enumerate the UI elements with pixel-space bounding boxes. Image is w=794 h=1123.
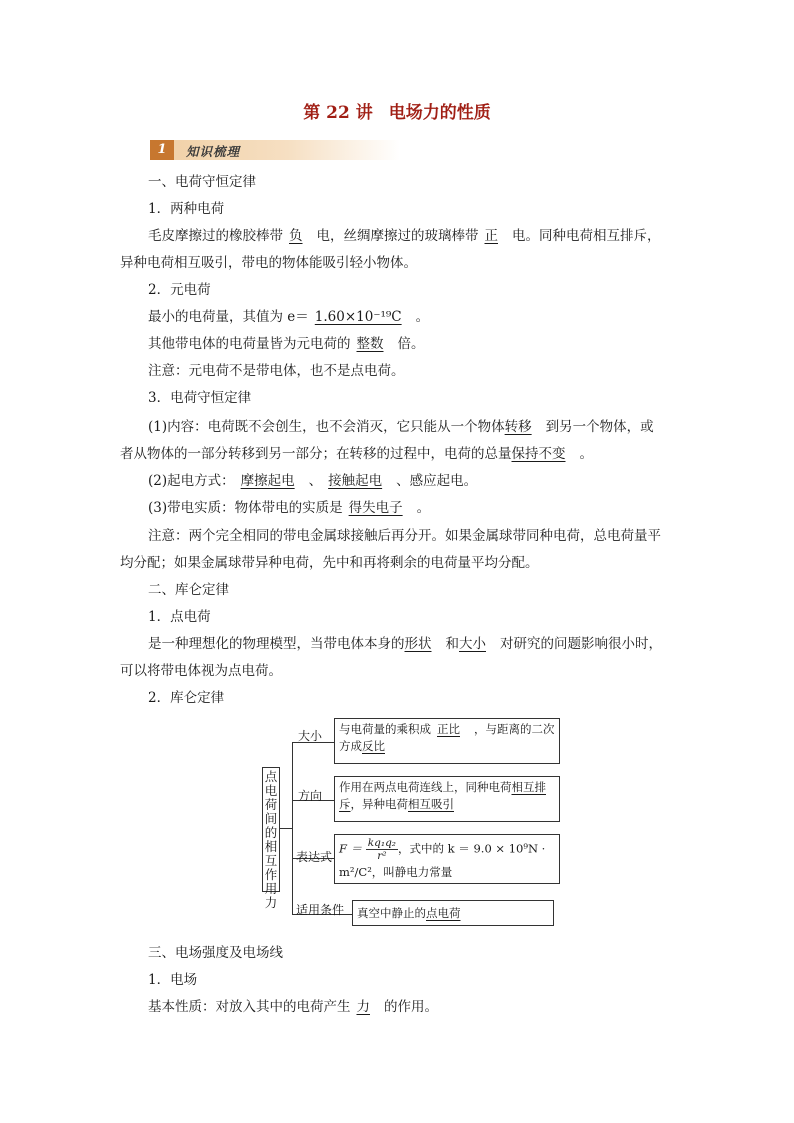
blank-positive: 正: [484, 228, 498, 244]
banner-label: 知识梳理: [186, 144, 241, 159]
blank-friction: 摩擦起电: [240, 473, 295, 489]
branch-label-direction: 方向: [298, 789, 323, 803]
section2-sub1: 1．点电荷: [148, 609, 211, 625]
section1-p1b: 异种电荷相互吸引，带电的物体能吸引轻小物体。: [120, 255, 417, 271]
banner-number: 1: [150, 140, 174, 160]
section3-sub1: 1．电场: [148, 972, 198, 988]
section1-p8: 注意：两个完全相同的带电金属球接触后再分开。如果金属球带同种电荷，总电荷量平: [148, 528, 661, 544]
section1-p2: 最小的电荷量，其值为 e＝ 1.60×10⁻¹⁹C 。: [148, 309, 430, 325]
section1-p1: 毛皮摩擦过的橡胶棒带 负 电，丝绸摩擦过的玻璃棒带 正 电。同种电荷相互排斥，: [148, 228, 661, 244]
section2-sub2: 2．库仑定律: [148, 690, 225, 706]
blank-electrons: 得失电子: [348, 500, 403, 516]
page-title: 第 22 讲 电场力的性质: [303, 103, 491, 123]
box-size: 与电荷量的乘积成 正比 ，与距离的二次 方成反比: [334, 718, 560, 764]
blank-negative: 负: [289, 228, 303, 244]
section1-p7: (3)带电实质：物体带电的实质是 得失电子 。: [148, 500, 431, 516]
section1-p4: 注意：元电荷不是带电体，也不是点电荷。: [148, 363, 405, 379]
box-direction: 作用在两点电荷连线上，同种电荷相互排 斥，异种电荷相互吸引: [334, 776, 560, 822]
section1-p3: 其他带电体的电荷量皆为元电荷的 整数 倍。: [148, 336, 425, 352]
blank-transfer: 转移: [504, 419, 532, 435]
connector-trunk: [292, 742, 293, 914]
section1-sub3: 3．电荷守恒定律: [148, 390, 252, 406]
blank-size: 大小: [459, 636, 486, 652]
section2-p1: 是一种理想化的物理模型，当带电体本身的形状 和大小 对研究的问题影响很小时，: [148, 636, 662, 652]
coulomb-fraction: $\frac{\text{kq₁q₂}}{\text{r²}}$: [367, 837, 397, 862]
section1-p6: (2)起电方式： 摩擦起电 、 接触起电 、感应起电。: [148, 473, 478, 489]
section1-heading: 一、电荷守恒定律: [148, 174, 256, 190]
section-banner: [150, 140, 400, 160]
blank-contact: 接触起电: [328, 473, 383, 489]
branch-label-formula: 表达式: [296, 850, 333, 864]
section1-sub1: 1．两种电荷: [148, 201, 225, 217]
blank-force: 力: [356, 999, 370, 1015]
section1-p5: (1)内容：电荷既不会创生，也不会消灭，它只能从一个物体转移 到另一个物体，或: [148, 419, 654, 435]
box-condition: 真空中静止的点电荷: [352, 900, 554, 926]
section2-heading: 二、库仑定律: [148, 582, 229, 598]
blank-conserved: 保持不变: [511, 446, 566, 462]
branch-label-size: 大小: [298, 729, 323, 743]
section2-p1b: 可以将带电体视为点电荷。: [120, 663, 282, 679]
section3-p1: 基本性质：对放入其中的电荷产生 力 的作用。: [148, 999, 438, 1015]
section3-heading: 三、电场强度及电场线: [148, 945, 283, 961]
box-formula: F ＝ $\frac{\text{kq₁q₂}}{\text{r²}}$，式中的 k ＝ 9.0 × 10⁹N · m²/C²，叫静电力常量: [334, 834, 560, 884]
blank-integer: 整数: [356, 336, 384, 352]
blank-shape: 形状: [404, 636, 432, 652]
diagram-root: 点 电 荷 间 的 相 互 作 用 力: [262, 767, 280, 892]
section1-sub2: 2．元电荷: [148, 282, 211, 298]
connector-root: [280, 828, 292, 829]
section1-p5b: 者从物体的一部分转移到另一部分；在转移的过程中，电荷的总量保持不变 。: [120, 446, 593, 462]
section1-p8b: 均分配；如果金属球带异种电荷，先中和再将剩余的电荷量平均分配。: [120, 555, 539, 571]
blank-elementary-charge: 1.60×10⁻¹⁹C: [314, 309, 402, 325]
branch-label-condition: 适用条件: [296, 903, 345, 917]
